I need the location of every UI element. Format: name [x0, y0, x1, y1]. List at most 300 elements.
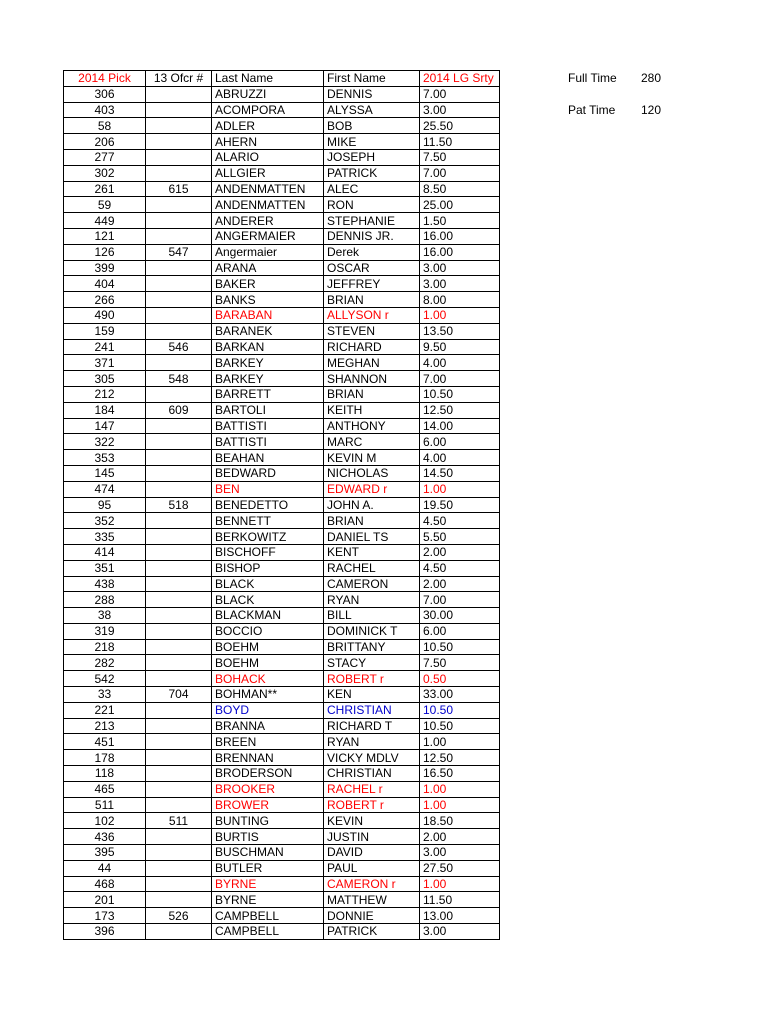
last-name-cell: BREEN	[212, 734, 324, 750]
table-row	[64, 845, 500, 861]
first-name-cell: CHRISTIAN	[324, 766, 420, 782]
last-name-cell: BARKAN	[212, 339, 324, 355]
first-name-cell: STACY	[324, 655, 420, 671]
first-name-cell: STEPHANIE	[324, 213, 420, 229]
first-name-cell: ROBERT r	[324, 797, 420, 813]
pick-cell: 241	[64, 339, 146, 355]
first-name-cell: DONNIE	[324, 908, 420, 924]
seniority-cell: 9.50	[420, 339, 500, 355]
seniority-cell: 1.00	[420, 481, 500, 497]
table-row	[64, 924, 500, 940]
table-row	[64, 307, 500, 323]
seniority-cell: 1.00	[420, 876, 500, 892]
first-name-cell: BRIAN	[324, 386, 420, 402]
ofcr-cell: 511	[146, 813, 212, 829]
header-seniority: 2014 LG Srty	[420, 71, 500, 87]
pick-cell: 414	[64, 544, 146, 560]
last-name-cell: BRODERSON	[212, 766, 324, 782]
last-name-cell: BARTOLI	[212, 402, 324, 418]
table-row	[64, 892, 500, 908]
seniority-cell: 11.50	[420, 892, 500, 908]
last-name-cell: ARANA	[212, 260, 324, 276]
last-name-cell: BARABAN	[212, 307, 324, 323]
pick-cell: 33	[64, 687, 146, 703]
ofcr-cell	[146, 734, 212, 750]
pick-cell: 118	[64, 766, 146, 782]
last-name-cell: ANGERMAIER	[212, 228, 324, 244]
table-row	[64, 623, 500, 639]
last-name-cell: BAKER	[212, 276, 324, 292]
ofcr-cell	[146, 671, 212, 687]
first-name-cell: OSCAR	[324, 260, 420, 276]
pick-cell: 306	[64, 86, 146, 102]
pick-cell: 302	[64, 165, 146, 181]
table-row	[64, 481, 500, 497]
seniority-cell: 2.00	[420, 544, 500, 560]
full-time-label: Full Time	[568, 71, 617, 85]
last-name-cell: BENEDETTO	[212, 497, 324, 513]
first-name-cell: Derek	[324, 244, 420, 260]
ofcr-cell: 547	[146, 244, 212, 260]
table-row	[64, 197, 500, 213]
seniority-cell: 8.00	[420, 292, 500, 308]
seniority-cell: 16.00	[420, 244, 500, 260]
first-name-cell: JOHN A.	[324, 497, 420, 513]
first-name-cell: ANTHONY	[324, 418, 420, 434]
last-name-cell: ANDENMATTEN	[212, 197, 324, 213]
seniority-cell: 25.00	[420, 197, 500, 213]
seniority-cell: 3.00	[420, 845, 500, 861]
first-name-cell: RACHEL r	[324, 781, 420, 797]
table-row	[64, 292, 500, 308]
pick-cell: 266	[64, 292, 146, 308]
first-name-cell: DAVID	[324, 845, 420, 861]
first-name-cell: RYAN	[324, 592, 420, 608]
ofcr-cell	[146, 845, 212, 861]
table-row	[64, 149, 500, 165]
ofcr-cell	[146, 718, 212, 734]
pick-cell: 206	[64, 134, 146, 150]
pick-cell: 511	[64, 797, 146, 813]
seniority-cell: 10.50	[420, 702, 500, 718]
ofcr-cell	[146, 781, 212, 797]
last-name-cell: CAMPBELL	[212, 924, 324, 940]
pick-cell: 38	[64, 608, 146, 624]
seniority-cell: 11.50	[420, 134, 500, 150]
seniority-cell: 7.00	[420, 86, 500, 102]
ofcr-cell	[146, 860, 212, 876]
pick-cell: 305	[64, 371, 146, 387]
last-name-cell: BARKEY	[212, 371, 324, 387]
pick-cell: 58	[64, 118, 146, 134]
seniority-cell: 7.00	[420, 165, 500, 181]
first-name-cell: JEFFREY	[324, 276, 420, 292]
ofcr-cell	[146, 655, 212, 671]
last-name-cell: Angermaier	[212, 244, 324, 260]
first-name-cell: NICHOLAS	[324, 465, 420, 481]
seniority-cell: 7.00	[420, 371, 500, 387]
pick-cell: 438	[64, 576, 146, 592]
first-name-cell: CAMERON r	[324, 876, 420, 892]
seniority-cell: 30.00	[420, 608, 500, 624]
pick-cell: 403	[64, 102, 146, 118]
ofcr-cell	[146, 876, 212, 892]
table-row	[64, 671, 500, 687]
first-name-cell: RICHARD T	[324, 718, 420, 734]
seniority-cell: 3.00	[420, 102, 500, 118]
last-name-cell: BENNETT	[212, 513, 324, 529]
last-name-cell: BEDWARD	[212, 465, 324, 481]
last-name-cell: ABRUZZI	[212, 86, 324, 102]
table-row	[64, 386, 500, 402]
table-row	[64, 544, 500, 560]
ofcr-cell	[146, 623, 212, 639]
first-name-cell: MIKE	[324, 134, 420, 150]
first-name-cell: PATRICK	[324, 924, 420, 940]
ofcr-cell	[146, 165, 212, 181]
ofcr-cell	[146, 892, 212, 908]
table-row	[64, 860, 500, 876]
table-row	[64, 750, 500, 766]
full-time-value: 280	[641, 71, 662, 85]
table-row	[64, 529, 500, 545]
pick-cell: 436	[64, 829, 146, 845]
last-name-cell: BATTISTI	[212, 418, 324, 434]
seniority-cell: 4.00	[420, 450, 500, 466]
ofcr-cell	[146, 102, 212, 118]
pick-cell: 352	[64, 513, 146, 529]
pick-cell: 468	[64, 876, 146, 892]
table-row	[64, 134, 500, 150]
pick-cell: 201	[64, 892, 146, 908]
first-name-cell: DENNIS	[324, 86, 420, 102]
pick-cell: 351	[64, 560, 146, 576]
seniority-cell: 16.50	[420, 766, 500, 782]
seniority-cell: 14.00	[420, 418, 500, 434]
pick-cell: 178	[64, 750, 146, 766]
seniority-cell: 8.50	[420, 181, 500, 197]
last-name-cell: BUNTING	[212, 813, 324, 829]
ofcr-cell	[146, 750, 212, 766]
table-row	[64, 813, 500, 829]
table-row	[64, 418, 500, 434]
pick-cell: 474	[64, 481, 146, 497]
table-row	[64, 228, 500, 244]
first-name-cell: BILL	[324, 608, 420, 624]
last-name-cell: BLACK	[212, 592, 324, 608]
ofcr-cell: 615	[146, 181, 212, 197]
seniority-cell: 27.50	[420, 860, 500, 876]
ofcr-cell	[146, 481, 212, 497]
table-row	[64, 434, 500, 450]
seniority-cell: 12.50	[420, 402, 500, 418]
last-name-cell: BRENNAN	[212, 750, 324, 766]
seniority-cell: 1.00	[420, 797, 500, 813]
table-row	[64, 102, 500, 118]
first-name-cell: CHRISTIAN	[324, 702, 420, 718]
last-name-cell: BYRNE	[212, 892, 324, 908]
last-name-cell: ANDERER	[212, 213, 324, 229]
seniority-cell: 4.50	[420, 560, 500, 576]
pick-cell: 44	[64, 860, 146, 876]
table-row	[64, 876, 500, 892]
ofcr-cell: 518	[146, 497, 212, 513]
table-row	[64, 213, 500, 229]
first-name-cell: BRIAN	[324, 292, 420, 308]
seniority-cell: 1.50	[420, 213, 500, 229]
seniority-cell: 0.50	[420, 671, 500, 687]
last-name-cell: ADLER	[212, 118, 324, 134]
first-name-cell: KEITH	[324, 402, 420, 418]
first-name-cell: RON	[324, 197, 420, 213]
last-name-cell: BANKS	[212, 292, 324, 308]
ofcr-cell	[146, 544, 212, 560]
last-name-cell: BOEHM	[212, 639, 324, 655]
first-name-cell: VICKY MDLV	[324, 750, 420, 766]
ofcr-cell	[146, 465, 212, 481]
last-name-cell: ALARIO	[212, 149, 324, 165]
ofcr-cell	[146, 149, 212, 165]
header-last-name: Last Name	[212, 71, 324, 87]
header-row	[64, 71, 500, 87]
pick-cell: 59	[64, 197, 146, 213]
pick-cell: 451	[64, 734, 146, 750]
last-name-cell: BOCCIO	[212, 623, 324, 639]
ofcr-cell: 526	[146, 908, 212, 924]
last-name-cell: BISCHOFF	[212, 544, 324, 560]
last-name-cell: BOYD	[212, 702, 324, 718]
pick-cell: 213	[64, 718, 146, 734]
header-pick: 2014 Pick	[64, 71, 146, 87]
table-row	[64, 829, 500, 845]
last-name-cell: BISHOP	[212, 560, 324, 576]
first-name-cell: KENT	[324, 544, 420, 560]
ofcr-cell	[146, 355, 212, 371]
pick-cell: 490	[64, 307, 146, 323]
ofcr-cell: 548	[146, 371, 212, 387]
seniority-cell: 18.50	[420, 813, 500, 829]
ofcr-cell	[146, 260, 212, 276]
first-name-cell: SHANNON	[324, 371, 420, 387]
ofcr-cell	[146, 608, 212, 624]
ofcr-cell	[146, 134, 212, 150]
table-row	[64, 702, 500, 718]
pick-cell: 322	[64, 434, 146, 450]
table-row	[64, 592, 500, 608]
seniority-cell: 4.00	[420, 355, 500, 371]
last-name-cell: BROOKER	[212, 781, 324, 797]
seniority-cell: 3.00	[420, 260, 500, 276]
pick-cell: 371	[64, 355, 146, 371]
seniority-cell: 3.00	[420, 924, 500, 940]
last-name-cell: BARRETT	[212, 386, 324, 402]
pick-cell: 184	[64, 402, 146, 418]
first-name-cell: DOMINICK T	[324, 623, 420, 639]
first-name-cell: CAMERON	[324, 576, 420, 592]
seniority-cell: 6.00	[420, 434, 500, 450]
ofcr-cell	[146, 766, 212, 782]
ofcr-cell: 704	[146, 687, 212, 703]
table-row	[64, 608, 500, 624]
ofcr-cell	[146, 323, 212, 339]
last-name-cell: BOHACK	[212, 671, 324, 687]
pick-cell: 396	[64, 924, 146, 940]
seniority-cell: 10.50	[420, 386, 500, 402]
pick-cell: 335	[64, 529, 146, 545]
table-row	[64, 797, 500, 813]
seniority-cell: 33.00	[420, 687, 500, 703]
pick-cell: 173	[64, 908, 146, 924]
table-row	[64, 497, 500, 513]
table-row	[64, 450, 500, 466]
pick-cell: 102	[64, 813, 146, 829]
seniority-cell: 10.50	[420, 639, 500, 655]
last-name-cell: BROWER	[212, 797, 324, 813]
last-name-cell: BOEHM	[212, 655, 324, 671]
ofcr-cell	[146, 292, 212, 308]
first-name-cell: BRIAN	[324, 513, 420, 529]
part-time-label: Pat Time	[568, 103, 616, 117]
ofcr-cell	[146, 924, 212, 940]
first-name-cell: ROBERT r	[324, 671, 420, 687]
pick-cell: 404	[64, 276, 146, 292]
seniority-table	[63, 70, 500, 940]
table-row	[64, 244, 500, 260]
last-name-cell: BARANEK	[212, 323, 324, 339]
seniority-cell: 1.00	[420, 307, 500, 323]
pick-cell: 159	[64, 323, 146, 339]
table-row	[64, 181, 500, 197]
pick-cell: 145	[64, 465, 146, 481]
header-ofcr: 13 Ofcr #	[146, 71, 212, 87]
seniority-cell: 19.50	[420, 497, 500, 513]
last-name-cell: BOHMAN**	[212, 687, 324, 703]
seniority-cell: 4.50	[420, 513, 500, 529]
ofcr-cell	[146, 276, 212, 292]
first-name-cell: ALEC	[324, 181, 420, 197]
ofcr-cell	[146, 560, 212, 576]
seniority-cell: 10.50	[420, 718, 500, 734]
ofcr-cell	[146, 797, 212, 813]
ofcr-cell	[146, 576, 212, 592]
table-row	[64, 639, 500, 655]
table-row	[64, 165, 500, 181]
first-name-cell: MARC	[324, 434, 420, 450]
pick-cell: 542	[64, 671, 146, 687]
ofcr-cell	[146, 118, 212, 134]
table-row	[64, 655, 500, 671]
ofcr-cell	[146, 529, 212, 545]
first-name-cell: DENNIS JR.	[324, 228, 420, 244]
seniority-cell: 3.00	[420, 276, 500, 292]
last-name-cell: BURTIS	[212, 829, 324, 845]
pick-cell: 288	[64, 592, 146, 608]
first-name-cell: RICHARD	[324, 339, 420, 355]
last-name-cell: BRANNA	[212, 718, 324, 734]
last-name-cell: BEAHAN	[212, 450, 324, 466]
last-name-cell: BLACK	[212, 576, 324, 592]
pick-cell: 399	[64, 260, 146, 276]
first-name-cell: RACHEL	[324, 560, 420, 576]
pick-cell: 218	[64, 639, 146, 655]
first-name-cell: JUSTIN	[324, 829, 420, 845]
table-row	[64, 781, 500, 797]
table-row	[64, 465, 500, 481]
last-name-cell: BATTISTI	[212, 434, 324, 450]
table-row	[64, 86, 500, 102]
pick-cell: 147	[64, 418, 146, 434]
table-row	[64, 766, 500, 782]
seniority-cell: 1.00	[420, 781, 500, 797]
first-name-cell: MEGHAN	[324, 355, 420, 371]
pick-cell: 282	[64, 655, 146, 671]
first-name-cell: PATRICK	[324, 165, 420, 181]
seniority-cell: 2.00	[420, 576, 500, 592]
table-row	[64, 718, 500, 734]
ofcr-cell	[146, 307, 212, 323]
last-name-cell: BERKOWITZ	[212, 529, 324, 545]
last-name-cell: BUTLER	[212, 860, 324, 876]
last-name-cell: BARKEY	[212, 355, 324, 371]
ofcr-cell	[146, 213, 212, 229]
ofcr-cell	[146, 86, 212, 102]
table-row	[64, 687, 500, 703]
seniority-cell: 5.50	[420, 529, 500, 545]
first-name-cell: MATTHEW	[324, 892, 420, 908]
ofcr-cell	[146, 434, 212, 450]
ofcr-cell	[146, 592, 212, 608]
first-name-cell: JOSEPH	[324, 149, 420, 165]
table-row	[64, 560, 500, 576]
table-row	[64, 323, 500, 339]
first-name-cell: DANIEL TS	[324, 529, 420, 545]
pick-cell: 395	[64, 845, 146, 861]
pick-cell: 261	[64, 181, 146, 197]
seniority-cell: 2.00	[420, 829, 500, 845]
seniority-cell: 7.50	[420, 149, 500, 165]
first-name-cell: BOB	[324, 118, 420, 134]
pick-cell: 465	[64, 781, 146, 797]
pick-cell: 319	[64, 623, 146, 639]
table-row	[64, 576, 500, 592]
seniority-cell: 1.00	[420, 734, 500, 750]
pick-cell: 221	[64, 702, 146, 718]
pick-cell: 277	[64, 149, 146, 165]
table-row	[64, 276, 500, 292]
ofcr-cell	[146, 829, 212, 845]
pick-cell: 212	[64, 386, 146, 402]
first-name-cell: ALLYSON r	[324, 307, 420, 323]
pick-cell: 121	[64, 228, 146, 244]
first-name-cell: RYAN	[324, 734, 420, 750]
last-name-cell: BUSCHMAN	[212, 845, 324, 861]
seniority-cell: 12.50	[420, 750, 500, 766]
table-row	[64, 908, 500, 924]
pick-cell: 126	[64, 244, 146, 260]
seniority-cell: 13.50	[420, 323, 500, 339]
ofcr-cell	[146, 639, 212, 655]
last-name-cell: BEN	[212, 481, 324, 497]
first-name-cell: ALYSSA	[324, 102, 420, 118]
part-time-value: 120	[641, 103, 662, 117]
last-name-cell: CAMPBELL	[212, 908, 324, 924]
first-name-cell: BRITTANY	[324, 639, 420, 655]
seniority-cell: 16.00	[420, 228, 500, 244]
table-row	[64, 355, 500, 371]
seniority-cell: 25.50	[420, 118, 500, 134]
ofcr-cell: 546	[146, 339, 212, 355]
table-row	[64, 339, 500, 355]
